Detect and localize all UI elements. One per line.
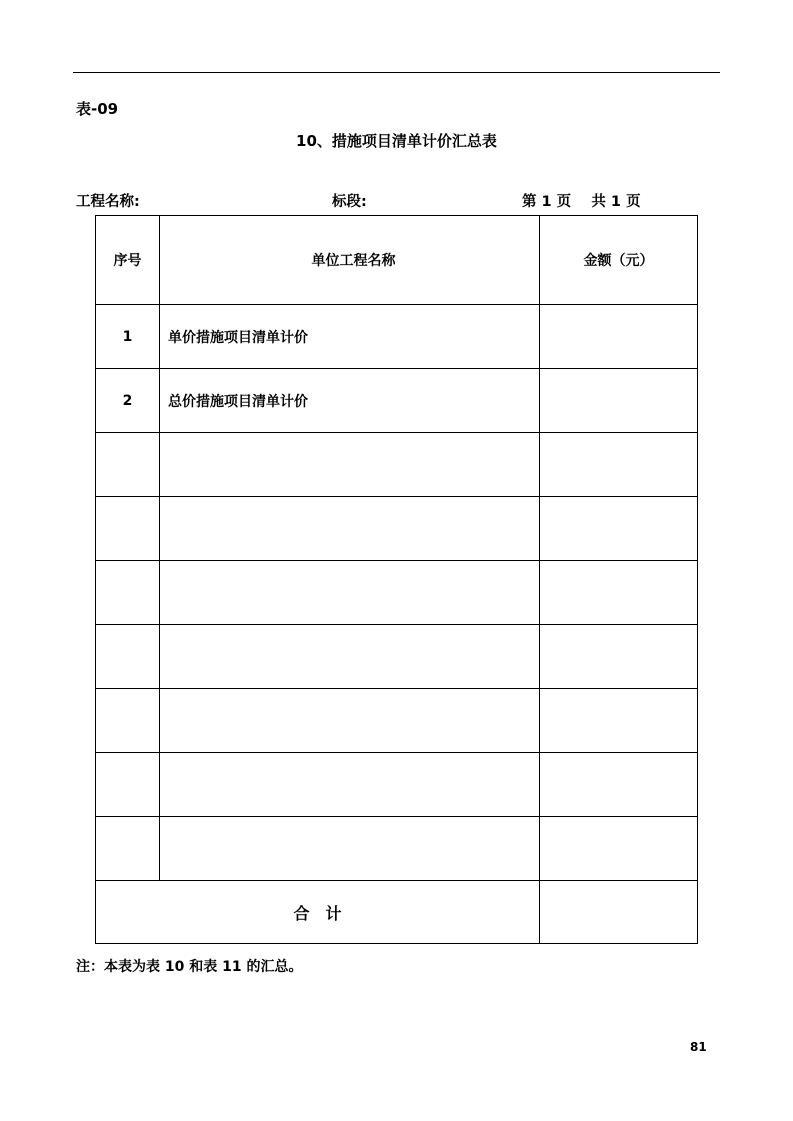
table-row <box>96 689 698 753</box>
row-unit-name <box>160 625 540 689</box>
row-serial <box>96 689 160 753</box>
row-serial: 1 <box>96 305 160 369</box>
page-info: 第 1 页 共 1 页 <box>522 194 641 210</box>
table-note: 注：本表为表 10 和表 11 的汇总。 <box>76 959 303 975</box>
row-unit-name: 单价措施项目清单计价 <box>160 305 540 369</box>
table-row <box>96 369 698 433</box>
row-unit-name <box>160 689 540 753</box>
header-rule <box>73 72 720 73</box>
page-title: 10、措施项目清单计价汇总表 <box>296 132 497 150</box>
project-name-label: 工程名称: <box>76 194 140 210</box>
table-row <box>96 625 698 689</box>
summary-table <box>95 215 698 944</box>
row-serial <box>96 433 160 497</box>
table-row <box>96 497 698 561</box>
row-unit-name <box>160 817 540 881</box>
page-number: 81 <box>690 1040 707 1054</box>
table-row <box>96 817 698 881</box>
row-serial <box>96 625 160 689</box>
row-amount <box>540 561 698 625</box>
table-row <box>96 753 698 817</box>
row-unit-name: 总价措施项目清单计价 <box>160 369 540 433</box>
row-serial <box>96 497 160 561</box>
row-serial <box>96 561 160 625</box>
row-amount <box>540 433 698 497</box>
table-header-row <box>96 216 698 305</box>
row-unit-name <box>160 753 540 817</box>
header-serial: 序号 <box>96 216 160 305</box>
table-row <box>96 561 698 625</box>
row-serial: 2 <box>96 369 160 433</box>
row-amount <box>540 817 698 881</box>
row-unit-name <box>160 561 540 625</box>
total-label: 合 计 <box>96 881 540 944</box>
row-amount <box>540 369 698 433</box>
section-label: 标段: <box>332 194 367 210</box>
row-amount <box>540 625 698 689</box>
form-code: 表-09 <box>76 100 119 118</box>
total-amount <box>540 881 698 944</box>
row-amount <box>540 305 698 369</box>
row-amount <box>540 753 698 817</box>
row-unit-name <box>160 433 540 497</box>
row-unit-name <box>160 497 540 561</box>
header-amount: 金额（元） <box>540 216 698 305</box>
table-row <box>96 433 698 497</box>
row-amount <box>540 497 698 561</box>
total-row <box>96 881 698 944</box>
row-serial <box>96 753 160 817</box>
header-unit-name: 单位工程名称 <box>160 216 540 305</box>
row-serial <box>96 817 160 881</box>
table-row <box>96 305 698 369</box>
row-amount <box>540 689 698 753</box>
